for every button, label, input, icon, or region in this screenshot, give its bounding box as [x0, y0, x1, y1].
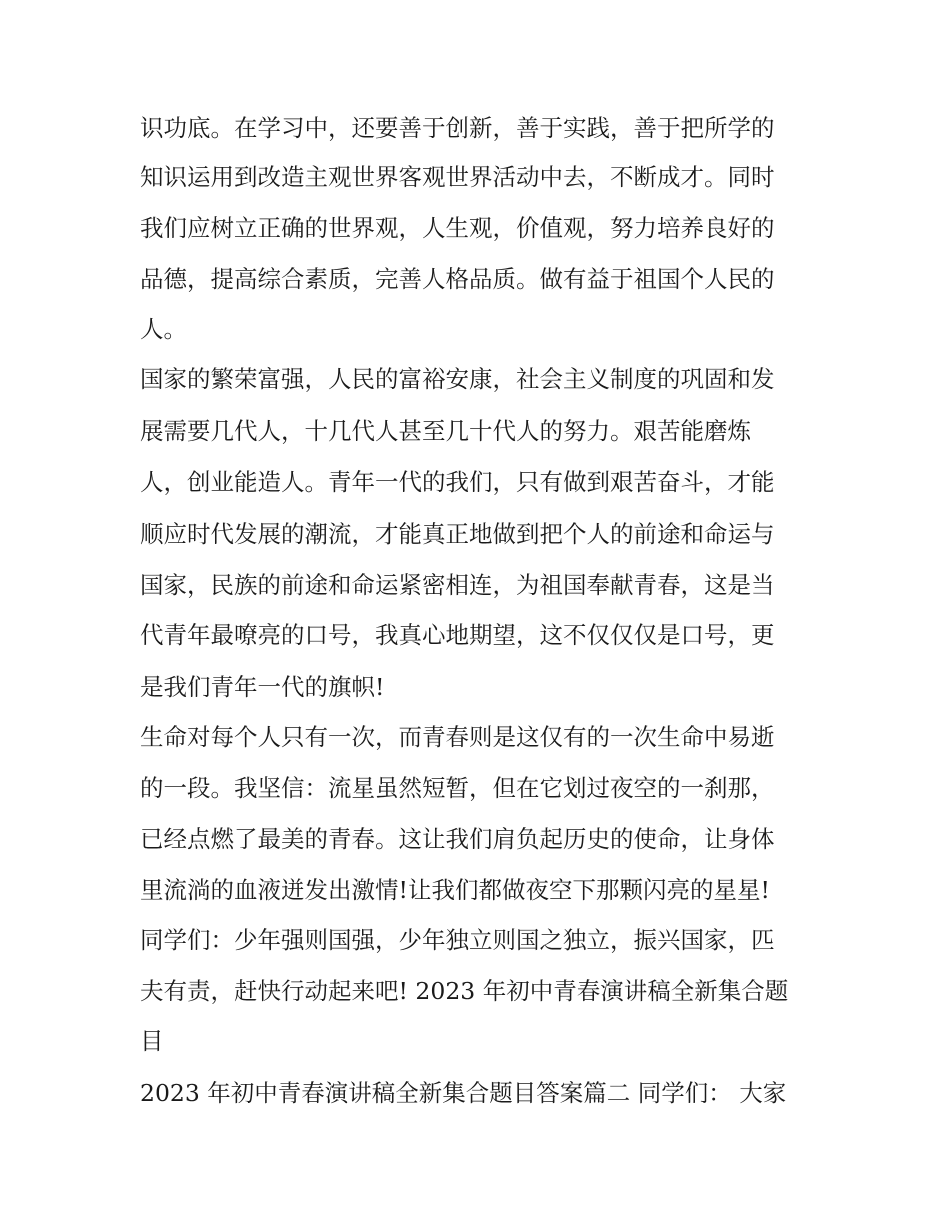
- text-line: 品德，提高综合素质，完善人格品质。做有益于祖国个人民的: [140, 265, 775, 293]
- text-line: 同学们：少年强则国强，少年独立则国之独立，振兴国家，匹: [140, 926, 775, 954]
- text-line: 已经点燃了最美的青春。这让我们肩负起历史的使命，让身体: [140, 825, 775, 853]
- text-line: 展需要几代人，十几代人甚至几十代人的努力。艰苦能磨炼: [140, 417, 751, 445]
- text-line: 国家的繁荣富强，人民的富裕安康，社会主义制度的巩固和发: [140, 365, 775, 393]
- text-line: 人，创业能造人。青年一代的我们，只有做到艰苦奋斗，才能: [140, 468, 775, 496]
- text-line: 我们应树立正确的世界观，人生观，价值观，努力培养良好的: [140, 214, 775, 242]
- text-line: 生命对每个人只有一次，而青春则是这仅有的一次生命中易逝: [140, 723, 775, 751]
- text-line: 2023 年初中青春演讲稿全新集合题目答案篇二 同学们： 大家: [140, 1079, 787, 1107]
- text-line: 代青年最嘹亮的口号，我真心地期望，这不仅仅仅是口号，更: [140, 621, 775, 649]
- text-line: 识功底。在学习中，还要善于创新，善于实践，善于把所学的: [140, 114, 775, 142]
- text-line: 夫有责，赶快行动起来吧! 2023 年初中青春演讲稿全新集合题: [140, 977, 789, 1005]
- text-line: 人。: [140, 315, 187, 343]
- text-line: 顺应时代发展的潮流，才能真正地做到把个人的前途和命运与: [140, 520, 775, 548]
- text-line: 目: [140, 1027, 164, 1055]
- text-line: 的一段。我坚信：流星虽然短暂，但在它划过夜空的一刹那，: [140, 774, 775, 802]
- text-line: 里流淌的血液迸发出激情!让我们都做夜空下那颗闪亮的星星!: [140, 876, 770, 904]
- text-line: 知识运用到改造主观世界客观世界活动中去，不断成才。同时: [140, 163, 775, 191]
- text-line: 国家，民族的前途和命运紧密相连，为祖国奉献青春，这是当: [140, 571, 775, 599]
- text-line: 是我们青年一代的旗帜!: [140, 673, 385, 701]
